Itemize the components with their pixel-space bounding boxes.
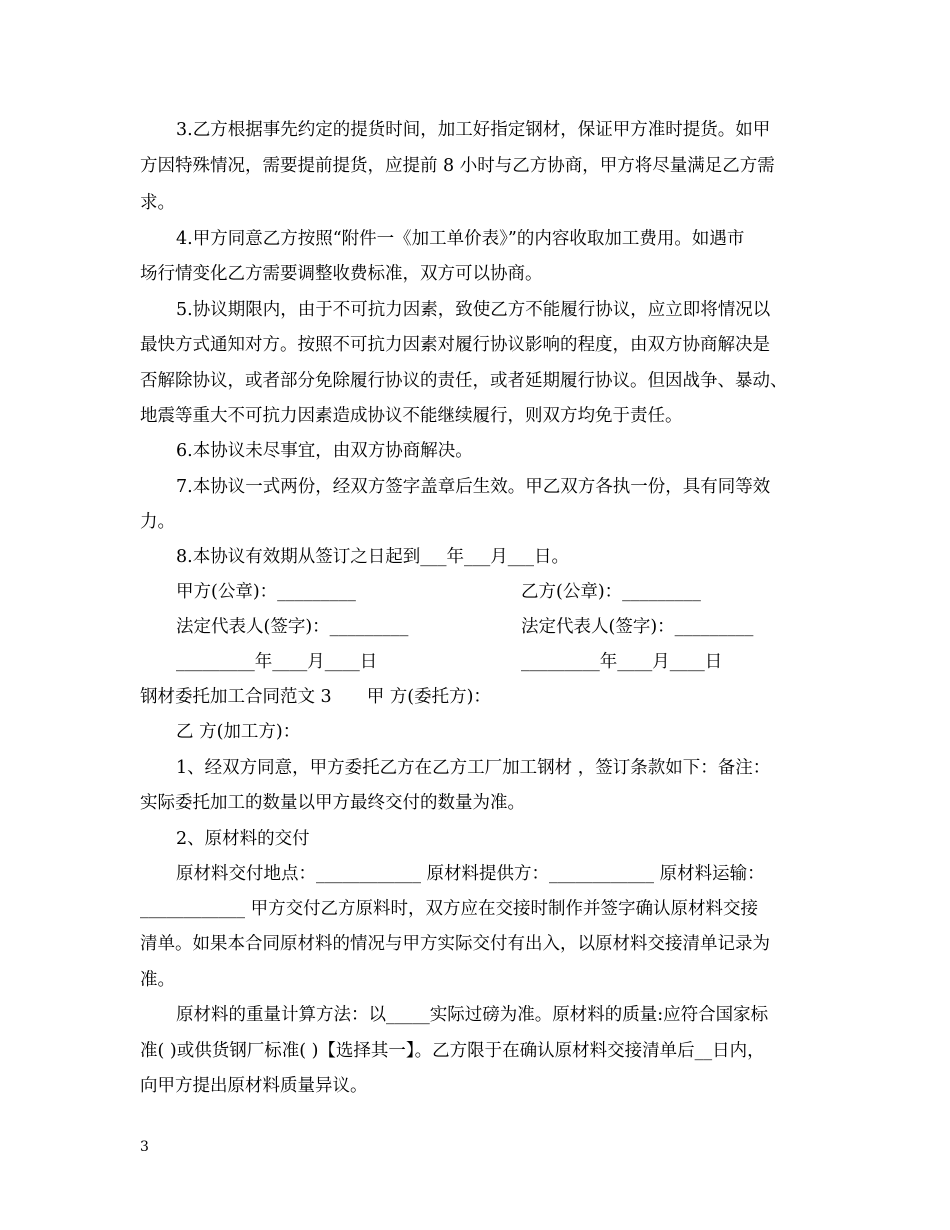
party-b-processor: 乙 方(加工方)：	[176, 722, 301, 742]
delivery-line-2: ____________ 甲方交付乙方原料时，双方应在交接时制作并签字确认原材料交接	[140, 899, 759, 919]
clause-6: 6.本协议未尽事宜，由双方协商解决。	[176, 441, 473, 461]
party-b-date: _________年____月____日	[521, 652, 723, 672]
party-a-seal: 甲方(公章)：_________	[176, 582, 356, 602]
clause-7-line-1: 7.本协议一式两份，经双方签字盖章后生效。甲乙双方各执一份，具有同等效	[176, 477, 771, 497]
clause-3-line-3: 求。	[140, 193, 175, 213]
clause-8: 8.本协议有效期从签订之日起到___年___月___日。	[176, 547, 569, 567]
clause-5-line-4: 地震等重大不可抗力因素造成协议不能继续履行，则双方均免于责任。	[140, 406, 683, 426]
clause-4-line-2: 场行情变化乙方需要调整收费标准，双方可以协商。	[140, 264, 543, 284]
weight-line-2: 准( )或供货钢厂标准( )【选择其一】。乙方限于在确认原材料交接清单后__日内，	[140, 1041, 765, 1061]
party-a-date: _________年____月____日	[176, 652, 378, 672]
party-a-representative: 法定代表人(签字)：_________	[176, 617, 409, 637]
party-b-representative: 法定代表人(签字)：_________	[521, 617, 754, 637]
delivery-line-4: 准。	[140, 970, 175, 990]
clause-4-line-1: 4.甲方同意乙方按照“附件一《加工单价表》”的内容收取加工费用。如遇市	[176, 229, 745, 249]
page-number: 3	[140, 1139, 149, 1155]
section-1-line-2: 实际委托加工的数量以甲方最终交付的数量为准。	[140, 793, 525, 813]
clause-5-line-2: 最快方式通知对方。按照不可抗力因素对履行协议影响的程度，由双方协商解决是	[140, 335, 770, 355]
clause-5-line-3: 否解除协议，或者部分免除履行协议的责任，或者延期履行协议。但因战争、暴动、	[140, 371, 788, 391]
party-b-seal: 乙方(公章)：_________	[521, 582, 701, 602]
weight-line-3: 向甲方提出原材料质量异议。	[140, 1076, 368, 1096]
section-2-title: 2、原材料的交付	[176, 829, 310, 849]
clause-3-line-1: 3.乙方根据事先约定的提货时间，加工好指定钢材，保证甲方准时提货。如甲	[176, 120, 771, 140]
contract-heading: 钢材委托加工合同范文 3 甲 方(委托方)：	[140, 687, 491, 707]
weight-line-1: 原材料的重量计算方法：以_____实际过磅为准。原材料的质量:应符合国家标	[176, 1005, 769, 1025]
delivery-line-3: 清单。如果本合同原材料的情况与甲方实际交付有出入，以原材料交接清单记录为	[140, 934, 770, 954]
clause-5-line-1: 5.协议期限内，由于不可抗力因素，致使乙方不能履行协议，应立即将情况以	[176, 300, 771, 320]
section-1-line-1: 1、经双方同意，甲方委托乙方在乙方工厂加工钢材 ，签订条款如下：备注：	[176, 758, 771, 778]
delivery-line-1: 原材料交付地点：____________ 原材料提供方：____________ 原材料运输：	[176, 864, 765, 884]
clause-3-line-2: 方因特殊情况，需要提前提货，应提前 8 小时与乙方协商，甲方将尽量满足乙方需	[140, 156, 775, 176]
clause-7-line-2: 力。	[140, 512, 175, 532]
